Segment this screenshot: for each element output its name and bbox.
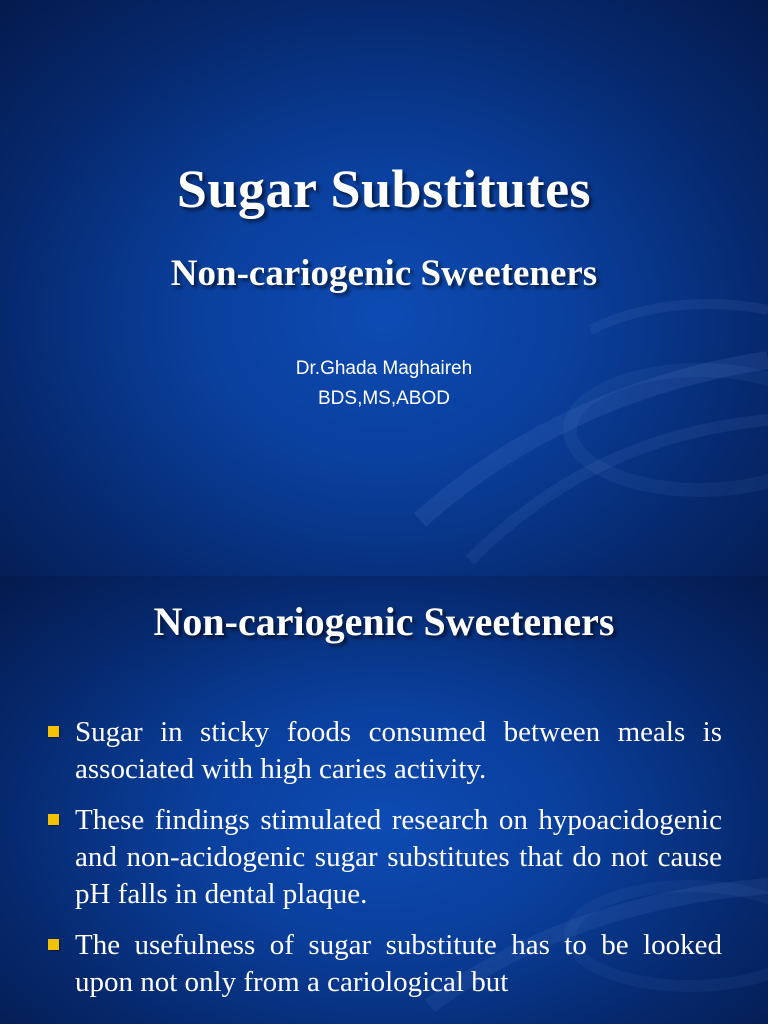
slide-title-heading: Sugar Substitutes <box>176 159 592 219</box>
bullet-list <box>46 714 722 1015</box>
bullet-square-icon <box>48 939 59 950</box>
bullet-text: These findings stimulated research on hypoacidogenic and non-acidogenic sugar substitutes that do not cause pH falls in dental plaque. <box>75 804 722 910</box>
list-item <box>46 927 722 1001</box>
bullet-square-icon <box>48 726 59 737</box>
bullet-text: The usefulness of sugar substitute has to be looked upon not only from a cariological but <box>75 929 722 998</box>
bullet-square-icon <box>48 814 59 825</box>
slide-content <box>0 576 768 1024</box>
author-credentials: BDS,MS,ABOD <box>318 388 450 409</box>
list-item <box>46 802 722 913</box>
bullet-text: Sugar in sticky foods consumed between meals is associated with high caries activity. <box>75 716 722 785</box>
slide-subtitle: Non-cariogenic Sweeteners <box>170 253 598 294</box>
list-item <box>46 714 722 788</box>
slide-heading: Non-cariogenic Sweeteners <box>153 599 615 644</box>
author-block <box>0 354 768 414</box>
author-name: Dr.Ghada Maghaireh <box>295 358 473 379</box>
